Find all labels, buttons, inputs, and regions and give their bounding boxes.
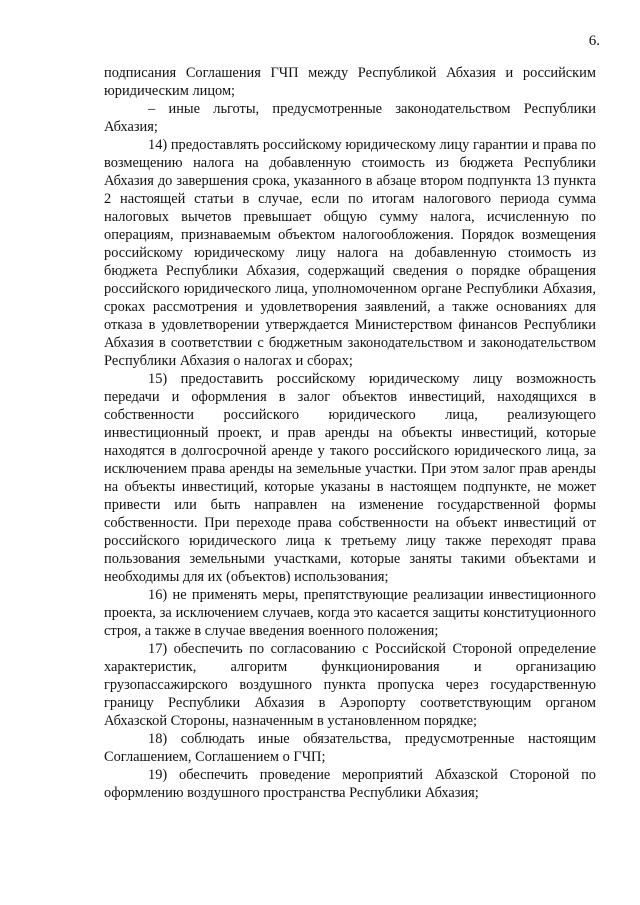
page-number: 6. [588, 33, 600, 49]
paragraph-continuation: подписания Соглашения ГЧП между Республикой Абхазия и российским юридическим лицом; [104, 65, 596, 99]
paragraph-item-14: 14) предоставлять российскому юридическому лицу гарантии и права по возмещению налога на добавленную стоимость из бюджета Республики Абхазия до завершения срока, указанного в абзаце втором подпункта 13 пункта 2 настоящей статьи в случае, если по итогам налогового периода сумма налоговых вычетов превышает общую сумму налога, исчисленную по операциям, признаваемым объектом налогообложения. Порядок возмещения российскому юридическому лицу налога на добавленную стоимость из бюджета Республики Абхазия, содержащий сведения о порядке обращения российского юридического лица, уполномоченном органе Республики Абхазия, сроках рассмотрения и удовлетворения заявлений, а также основаниях для отказа в удовлетворении утверждается Министерством финансов Республики Абхазия в соответствии с бюджетным законодательством и законодательством Республики Абхазия о налогах и сборах; [104, 137, 596, 369]
paragraph-item-15: 15) предоставить российскому юридическому лицу возможность передачи и оформления в залог объектов инвестиций, находящихся в собственности российского юридического лица, реализующего инвестиционный проект, и прав аренды на объекты инвестиций, которые находятся в долгосрочной аренде у такого российского юридического лица, за исключением права аренды на земельные участки. При этом залог прав аренды на объекты инвестиций, которые указаны в настоящем подпункте, не может привести или быть направлен на изменение государственной формы собственности. При переходе права собственности на объект инвестиций от российского юридического лица к третьему лицу также переходят права пользования земельными участками, которые заняты такими объектами и необходимы для их (объектов) использования; [104, 371, 596, 585]
paragraph-other-benefits: – иные льготы, предусмотренные законодательством Республики Абхазия; [104, 101, 596, 135]
document-body [104, 64, 596, 802]
paragraph-item-19: 19) обеспечить проведение мероприятий Абхазской Стороной по оформлению воздушного пространства Республики Абхазия; [104, 767, 596, 801]
paragraph-item-17: 17) обеспечить по согласованию с Российской Стороной определение характеристик, алгоритм функционирования и организацию грузопассажирского воздушного пункта пропуска через государственную границу Республики Абхазия в Аэропорту соответствующим органом Абхазской Стороны, назначенным в установленном порядке; [104, 641, 596, 729]
paragraph-item-18: 18) соблюдать иные обязательства, предусмотренные настоящим Соглашением, Соглашением о ГЧП; [104, 731, 596, 765]
paragraph-item-16: 16) не применять меры, препятствующие реализации инвестиционного проекта, за исключением случаев, когда это касается защиты конституционного строя, а также в случае введения военного положения; [104, 587, 596, 639]
